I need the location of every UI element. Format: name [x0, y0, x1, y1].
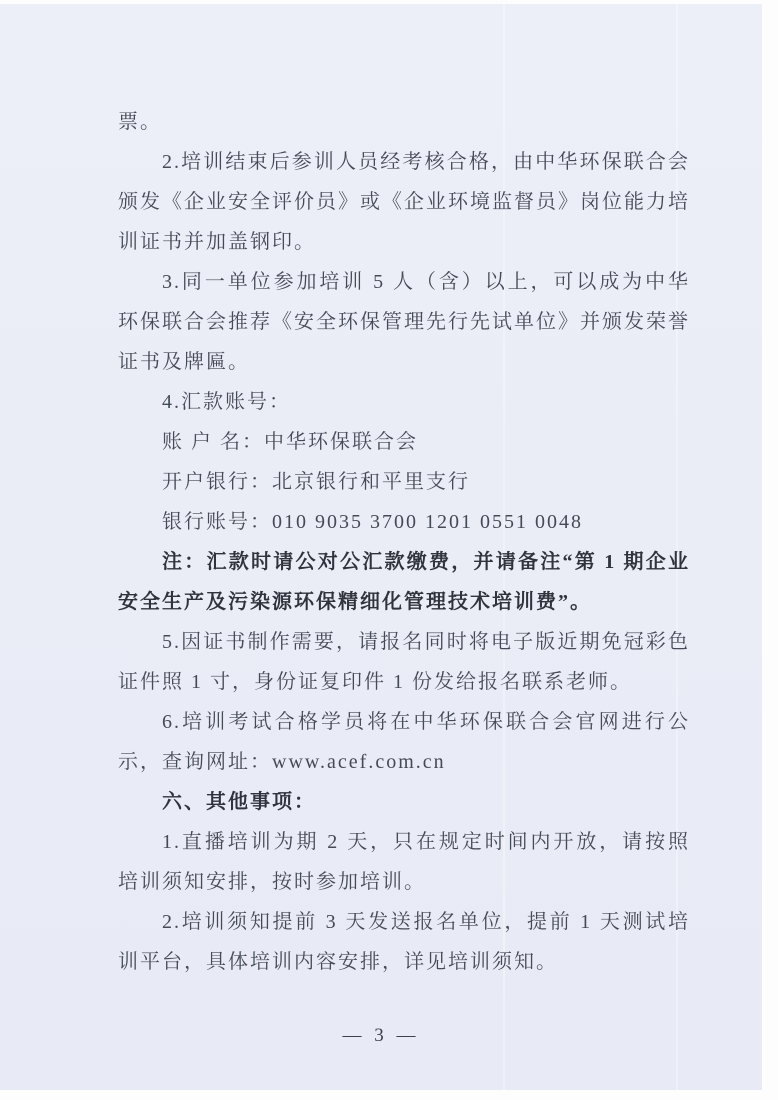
paragraph-ticket-tail: 票。	[118, 111, 162, 133]
section-heading-other-matters: 六、其他事项：	[162, 791, 316, 813]
paragraph-item-5-photo: 5.因证书制作需要，请报名同时将电子版近期免冠彩色证件照 1 寸，身份证复印件 1 份发给报名联系老师。	[118, 631, 690, 693]
paragraph-item-4-remittance: 4.汇款账号：	[162, 391, 291, 413]
paragraph-account-name: 账 户 名：中华环保联合会	[162, 431, 418, 453]
paragraph-item-3-group-honor: 3.同一单位参加培训 5 人（含）以上，可以成为中华环保联合会推荐《安全环保管理先行先试单位》并颁发荣誉证书及牌匾。	[118, 271, 690, 373]
paragraph-bank-account-number: 银行账号：010 9035 3700 1201 0551 0048	[162, 511, 583, 533]
paragraph-bank-name: 开户银行：北京银行和平里支行	[162, 471, 470, 493]
document-body-text	[118, 102, 690, 982]
paragraph-other-1-live-training: 1.直播培训为期 2 天，只在规定时间内开放，请按照培训须知安排，按时参加培训。	[118, 831, 690, 893]
document-page	[0, 4, 762, 1090]
paragraph-other-2-notice: 2.培训须知提前 3 天发送报名单位，提前 1 天测试培训平台，具体培训内容安排，详见培训须知。	[118, 911, 690, 973]
paragraph-item-2-certificate: 2.培训结束后参训人员经考核合格，由中华环保联合会颁发《企业安全评价员》或《企业环境监督员》岗位能力培训证书并加盖钢印。	[118, 151, 690, 253]
page-number: — 3 —	[342, 1025, 420, 1046]
paragraph-note-remark: 注：汇款时请公对公汇款缴费，并请备注“第 1 期企业安全生产及污染源环保精细化管理技术培训费”。	[118, 551, 690, 613]
paragraph-item-6-website: 6.培训考试合格学员将在中华环保联合会官网进行公示，查询网址：www.acef.com.cn	[118, 711, 690, 773]
